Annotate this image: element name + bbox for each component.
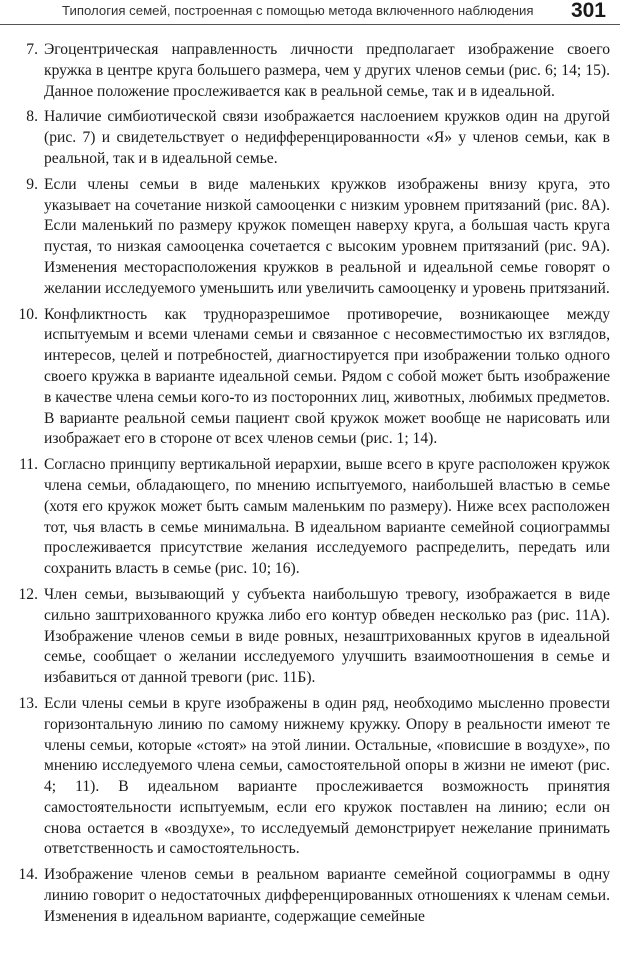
list-item-number: 11. <box>19 456 38 474</box>
list-item-text: Если члены семьи в круге изображены в один ряд, необходимо мысленно провести горизонтальную линию по самому нижнему кружку. Опору в реальности имеют те члены семьи, которые «стоят» на этой линии. Остальные, «повисшие в воздухе», по мнению исследуемого члена семьи, самостоятельной опоры в жизни не имеют (рис. 4; 11). В идеальном варианте прослеживается возможность принятия самостоятельности испытуемым, если его кружок поставлен на линию; если он снова остается в «воздухе», то исследуемый демонстрирует нежелание принимать ответственность и самостоятельность. <box>44 694 610 858</box>
list-item-text: Согласно принципу вертикальной иерархии, выше всего в круге расположен кружок члена семьи, обладающего, по мнению испытуемого, наибольшей властью в семье (хотя его кружок может быть самым маленьким по размеру). Ниже всех расположен тот, чья власть в семье минимальна. В идеальном варианте семейной социограммы прослеживается присутствие желания исследуемого распределить, передать или сохранить власть в семье (рис. 10; 16). <box>44 456 610 578</box>
list-item-9 <box>10 175 610 300</box>
header-rule <box>0 24 620 25</box>
list-item-text: Наличие симбиотической связи изображается наслоением кружков один на другой (рис. 7) и свидетельствует о недифференцированности «Я» у членов семьи, как в реальной, так и в идеальной семье. <box>44 108 610 167</box>
list-item-text: Конфликтность как трудноразрешимое противоречие, возникающее между испытуемым и всеми членами семьи и связанное с несовместимостью их взглядов, интересов, целей и потребностей, диагностируется при изображении только одного своего кружка в варианте идеальной семьи. Рядом с собой может быть изображение в качестве члена семьи кого-то из посторонних лиц, животных, любимых предметов. В варианте реальной семьи пациент свой кружок может вообще не нарисовать или изображает его в стороне от всех членов семьи (рис. 1; 14). <box>44 305 610 448</box>
list-item-text: Эгоцентрическая направленность личности предполагает изображение своего кружка в центре круга большего размера, чем у других членов семьи (рис. 6; 14; 15). Данное положение прослеживается как в реальной семье, так и в идеальной. <box>44 41 610 100</box>
list-item-number: 14. <box>18 866 38 884</box>
list-item-number: 8. <box>26 108 38 126</box>
list-item-12 <box>10 585 610 689</box>
running-header-title: Типология семей, построенная с помощью метода включенного наблюдения <box>62 3 534 18</box>
list-item-14 <box>10 865 610 927</box>
numbered-list <box>10 40 610 933</box>
list-item-10 <box>10 305 610 451</box>
list-item-8 <box>10 107 610 169</box>
list-item-13 <box>10 694 610 860</box>
list-item-text: Член семьи, вызывающий у субъекта наибольшую тревогу, изображается в виде сильно заштрихованного кружка либо его контур обведен несколько раз (рис. 11А). Изображение членов семьи в виде ровных, незаштрихованных кругов в идеальной семье, сообщает о желании исследуемого улучшить взаимоотношения в семье и избавиться от данной тревоги (рис. 11Б). <box>44 585 610 687</box>
list-item-number: 7. <box>26 41 38 58</box>
list-item-number: 12. <box>18 585 38 603</box>
list-item-7 <box>10 40 610 102</box>
list-item-text: Изображение членов семьи в реальном варианте семейной социограммы в одну линию говорит о недостаточных дифференцированных отношениях к членам семьи. Изменения в идеальном варианте, содержащие семейные <box>44 866 610 925</box>
list-item-11 <box>10 455 610 580</box>
list-item-number: 10. <box>18 305 38 323</box>
list-item-text: Если члены семьи в виде маленьких кружков изображены внизу круга, это указывает на сочетание низкой самооценки с низким уровнем притязаний (рис. 8А). Если маленький по размеру кружок помещен наверху круга, а большая часть круга пустая, то низкая самооценка сочетается с высоким уровнем притязаний (рис. 9А). Изменения месторасположения кружков в реальной и идеальной семье говорят о желании исследуемого уменьшить или увеличить самооценку и уровень притязаний. <box>44 175 610 297</box>
running-header <box>0 0 620 24</box>
list-item-number: 9. <box>26 175 38 193</box>
page-number: 301 <box>570 0 606 22</box>
list-item-number: 13. <box>18 694 38 712</box>
